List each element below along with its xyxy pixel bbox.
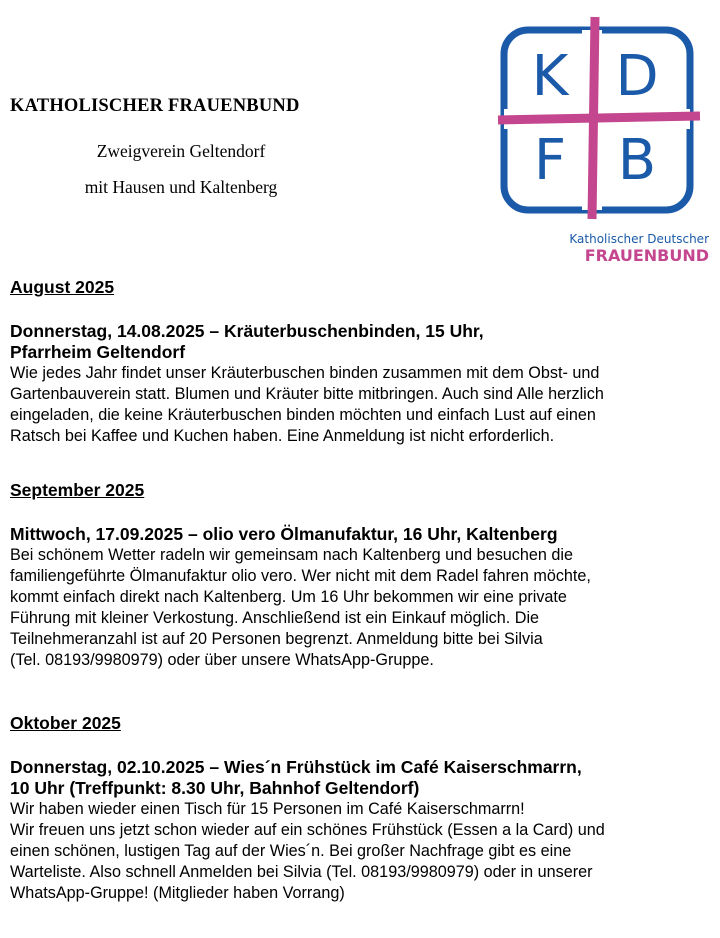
kdfb-logo <box>494 14 714 266</box>
month-heading: August 2025 <box>10 277 115 297</box>
description-line: Wir freuen uns jetzt schon wieder auf ein schönes Frühstück (Essen a la Card) und <box>10 821 605 839</box>
description-line: eingeladen, die keine Kräuterbuschen binden möchten und einfach Lust auf einen <box>10 406 596 424</box>
description-line: Gartenbauverein statt. Blumen und Kräuter bitte mitbringen. Auch sind Alle herzlich <box>10 385 604 403</box>
event-title: Mittwoch, 17.09.2025 – olio vero Ölmanufaktur, 16 Uhr, Kaltenberg <box>10 524 558 544</box>
month-section-august <box>10 275 710 447</box>
description-line: Wir haben wieder einen Tisch für 15 Personen im Café Kaiserschmarrn! <box>10 800 525 818</box>
organization-subtitle-branch: Zweigverein Geltendorf <box>96 141 266 161</box>
logo-letter-f: F <box>533 128 567 193</box>
logo-cross-horizontal <box>498 116 700 120</box>
event-list <box>10 275 710 904</box>
event-description <box>10 363 710 447</box>
month-heading: September 2025 <box>10 480 145 500</box>
month-section-september <box>10 478 710 671</box>
description-line: Teilnehmeranzahl ist auf 20 Personen begrenzt. Anmeldung bitte bei Silvia <box>10 630 543 648</box>
logo-letter-d: D <box>615 44 659 109</box>
month-heading: Oktober 2025 <box>10 713 121 733</box>
logo-caption-bottom: FRAUENBUND <box>584 246 709 265</box>
logo-letter-b: B <box>617 128 657 193</box>
organization-subtitle-locations: mit Hausen und Kaltenberg <box>84 177 278 197</box>
description-line: einen schönen, lustigen Tag auf der Wies´n. Bei großer Nachfrage gibt es eine <box>10 842 572 860</box>
event-description <box>10 545 710 671</box>
logo-caption-top: Katholischer Deutscher <box>569 232 709 246</box>
organization-title: KATHOLISCHER FRAUENBUND <box>10 96 300 116</box>
event-title-meeting-point: 10 Uhr (Treffpunkt: 8.30 Uhr, Bahnhof Geltendorf) <box>10 778 420 798</box>
description-line: kommt einfach direkt nach Kaltenberg. Um 16 Uhr bekommen wir eine private <box>10 588 567 606</box>
description-line: Ratsch bei Kaffee und Kuchen haben. Eine Anmeldung ist nicht erforderlich. <box>10 427 555 445</box>
event-title: Donnerstag, 14.08.2025 – Kräuterbuschenbinden, 15 Uhr, <box>10 321 484 341</box>
event-title: Donnerstag, 02.10.2025 – Wies´n Frühstück im Café Kaiserschmarrn, <box>10 757 582 777</box>
description-line: Warteliste. Also schnell Anmelden bei Silvia (Tel. 08193/9980979) oder in unserer <box>10 863 593 881</box>
event-title-location: Pfarrheim Geltendorf <box>10 342 186 362</box>
description-line: familiengeführte Ölmanufaktur olio vero. Wer nicht mit dem Radel fahren möchte, <box>10 567 591 585</box>
description-line: Bei schönem Wetter radeln wir gemeinsam nach Kaltenberg und besuchen die <box>10 546 573 564</box>
month-section-october <box>10 711 710 904</box>
description-line: (Tel. 08193/9980979) oder über unsere WhatsApp-Gruppe. <box>10 651 434 669</box>
event-description <box>10 799 710 904</box>
description-line: Führung mit kleiner Verkostung. Anschließend ist ein Einkauf möglich. Die <box>10 609 540 627</box>
description-line: WhatsApp-Gruppe! (Mitglieder haben Vorrang) <box>10 884 345 902</box>
logo-letter-k: K <box>531 44 569 109</box>
description-line: Wie jedes Jahr findet unser Kräuterbuschen binden zusammen mit dem Obst- und <box>10 364 600 382</box>
